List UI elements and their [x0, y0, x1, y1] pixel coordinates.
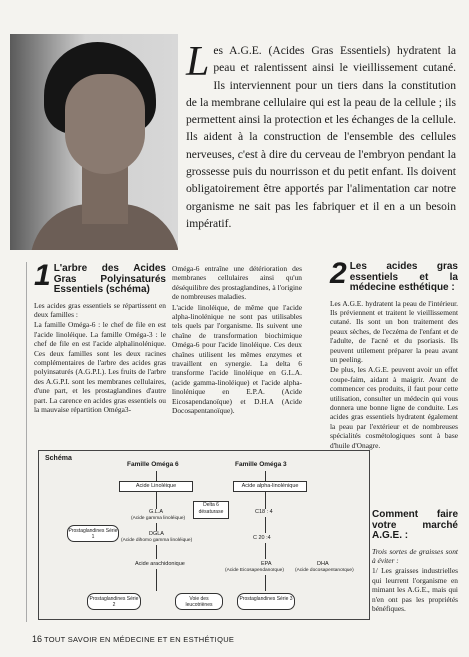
acide-alpha-box: Acide alpha-linolénique	[233, 481, 307, 492]
delta6-box: Delta 6 désaturase	[193, 501, 229, 519]
connector	[156, 471, 157, 481]
connector	[156, 545, 157, 559]
omega3-label: Famille Oméga 3	[235, 461, 287, 468]
omega6-label: Famille Oméga 6	[127, 461, 179, 468]
dgla-label: DGLA	[149, 531, 164, 537]
epa-sub-label: (Acide Eicosapendanoïque)	[225, 568, 284, 573]
section2-p1: Les A.G.E. hydratent la peau de l'intérieur. Ils préviennent et traitent le vieillissement cutané. Ils sont un bon traitement des peaux sèches, de l'eczéma de l'enfant et de l'adulte, de l'acné et du psoriasis. Ils peuvent utilement préparer la peau avant un peeling.	[330, 298, 458, 364]
section1-p2: La famille Oméga-6 : le chef de file en est l'acide linoléique. La famille Oméga-3 : le chef de file en est l'acide alphalinolénique. Ces deux familles sont les deux racines complémentaires de l'arbre des acides gras polyinsaturés (A.G.P.I.). Les fruits de l'arbre des A.G.P.I. sont les membranes cellulaires, d'une part, et les prostaglandines d'autre part. La carence en acides gras essentiels ou la mauvaise répartition Oméga3-	[34, 320, 166, 414]
intro-text: es A.G.E. (Acides Gras Essentiels) hydratent la peau et ralentissent ainsi le vieillissement cutané. Ils interviennent pour un tiers dans la constitution de la membrane cellulaire qui est la peau de la cellule ; ils permettent ainsi la protection et les échanges de la cellule. Ils aident à la construction de l'ensemble des cellules nerveuses, c'est à dire du cerveau de l'embryon pendant la grossesse puis du nourrisson et du petit enfant. Ils doivent obligatoirement être apportés par l'alimentation car notre organisme ne sait pas les fabriquer et il en a un besoin impératif.	[186, 44, 456, 230]
c18-label: C18 : 4	[255, 509, 273, 515]
section3-p1: 1/ Les graisses industrielles qui leurrent l'organisme en mimant les A.G.E., mais qui n'en ont pas les propriétés bénéfiques.	[372, 566, 458, 613]
section3-lead: Trois sortes de graisses sont à éviter :	[372, 546, 458, 565]
connector	[156, 569, 157, 591]
schema-title: Schéma	[45, 455, 72, 462]
photo-face	[65, 74, 145, 174]
section1-title: L'arbre des Acides Gras Polyinsaturés Essentiels (schéma)	[53, 263, 166, 295]
connector	[156, 491, 157, 509]
c20-label: C 20 :4	[253, 535, 271, 541]
acide-linoleique-box: Acide Linoléique	[119, 481, 193, 492]
connector	[265, 543, 266, 559]
connector	[265, 471, 266, 481]
connector	[265, 517, 266, 533]
connector	[265, 575, 266, 591]
arachi-label: Acide arachidonique	[135, 561, 185, 567]
section1-heading	[34, 259, 166, 296]
prosta3-box: Prostaglandines Série 3	[237, 593, 295, 610]
voie-box: Voie des leucotriènes	[175, 593, 223, 610]
section2-title: Les acides gras essentiels et la médecine esthétique :	[349, 261, 458, 293]
prosta1-box: Prostaglandines Série 1	[67, 525, 119, 542]
intro-paragraph	[186, 39, 456, 232]
epa-label: EPA	[261, 561, 272, 567]
column-1	[34, 259, 166, 415]
dgla-sub-label: (Acide dihomo gamma linoléique)	[121, 538, 193, 543]
drop-cap: L	[186, 39, 210, 85]
footer-text: TOUT SAVOIR EN MÉDECINE ET EN ESTHÉTIQUE	[44, 635, 235, 644]
column-rule	[26, 262, 27, 622]
column-3-lower	[372, 510, 458, 614]
section2-p2: De plus, les A.G.E. peuvent avoir un effet coupe-faim, aidant à maigrir. Avant de commencer ces produits, il faut pour cette utilisation, consulter un médecin qui vous donnera une bonne ligne de conduite. Les acides gras essentiels hydratent également la peau par l'extérieur et de nombreuses spécialités cosmétologiques sont à base d'huile d'Onagre.	[330, 365, 458, 450]
prosta2-box: Prostaglandines Série 2	[87, 593, 141, 610]
col2-p2: L'acide linoléique, de même que l'acide alpha-linolénique ne sont pas utilisables tels quels par l'organisme. Ils suivent une chaîne de transformation biochimique Oméga-6 pour l'acide linoléique. Ces deux chaînes utilisent les mêmes enzymes et travaillent en synergie. La delta 6 transforme l'acide linoléique en G.L.A. (acide gamma-linoléique) et l'acide alpha-linolénique en E.P.A. (Acide Eicosapendanoïque) et D.H.A (Acide Docosapentanoïque).	[172, 302, 302, 416]
portrait-photo	[10, 34, 178, 250]
section2-heading	[330, 257, 458, 294]
section3-heading: Comment faire votre marché A.G.E. :	[372, 509, 458, 541]
dha-label: DHA	[317, 561, 329, 567]
schema-diagram	[38, 450, 370, 620]
dha-sub-label: (Acide docosapentanoïque)	[295, 568, 354, 573]
gla-label: G.L.A	[149, 509, 164, 515]
connector	[265, 491, 266, 509]
connector	[156, 523, 157, 531]
section1-number: 1	[34, 259, 51, 292]
gla-sub-label: (Acide gamma linoléique)	[131, 516, 186, 521]
column-3	[330, 257, 458, 451]
section2-number: 2	[330, 257, 347, 290]
column-2	[172, 264, 302, 417]
section1-p1: Les acides gras essentiels se répartissent en deux familles :	[34, 300, 166, 319]
page-number: 16	[32, 634, 43, 644]
col2-p1: Oméga-6 entraîne une détérioration des membranes cellulaires ainsi qu'un déséquilibre des prostaglandines, à l'origine de nombreuses maladies.	[172, 264, 302, 302]
